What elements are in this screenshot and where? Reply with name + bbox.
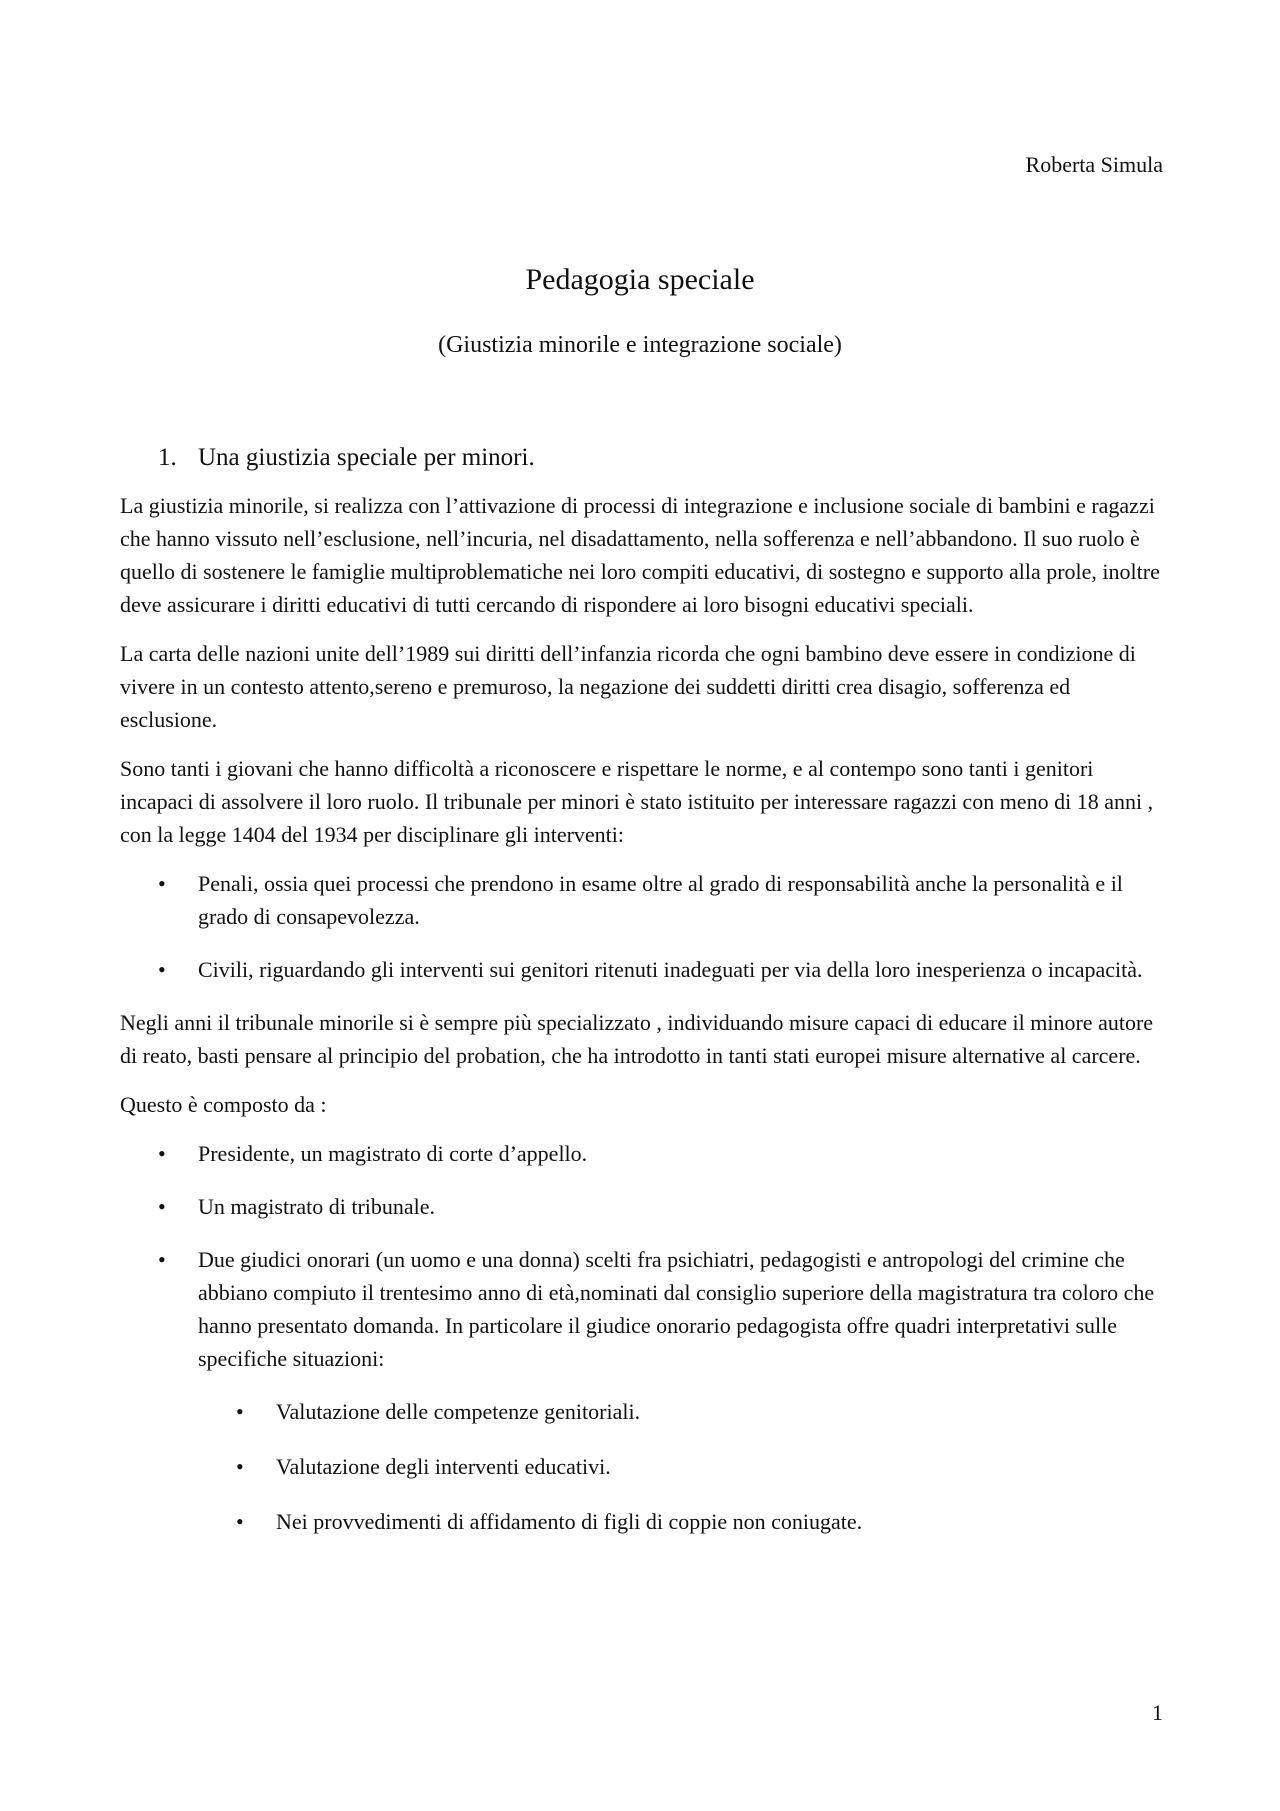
interventions-list — [120, 867, 1165, 986]
list-item-text: Civili, riguardando gli interventi sui genitori ritenuti inadeguati per via della loro inesperienza o incapacità. — [198, 957, 1143, 982]
section-title: Una giustizia speciale per minori. — [198, 444, 535, 471]
list-item — [120, 867, 1165, 933]
bullet-icon: • — [158, 957, 166, 982]
document-body — [120, 440, 1165, 1560]
composition-list — [120, 1137, 1165, 1375]
bullet-icon: • — [158, 1141, 166, 1166]
paragraph: La giustizia minorile, si realizza con l’attivazione di processi di integrazione e inclusione sociale di bambini e ragazzi che hanno vissuto nell’esclusione, nell’incuria, nel disadattamento, nella sofferenza e nell’abbandono. Il suo ruolo è quello di sostenere le famiglie multiproblematiche nei loro compiti educativi, di sostegno e supporto alla prole, inoltre deve assicurare i diritti educativi di tutti cercando di rispondere ai loro bisogni educativi speciali. — [120, 493, 1160, 617]
paragraph: Questo è composto da : — [120, 1092, 327, 1117]
paragraph: La carta delle nazioni unite dell’1989 sui diritti dell’infanzia ricorda che ogni bambino deve essere in condizione di vivere in un contesto attento,sereno e premuroso, la negazione dei suddetti diritti crea disagio, sofferenza ed esclusione. — [120, 641, 1136, 732]
paragraph: Negli anni il tribunale minorile si è sempre più specializzato , individuando misure capaci di educare il minore autore di reato, basti pensare al principio del probation, che ha introdotto in tanti stati europei misure alternative al carcere. — [120, 1010, 1154, 1068]
list-item — [120, 1505, 1165, 1538]
list-item-text: Valutazione degli interventi educativi. — [276, 1454, 611, 1479]
bullet-icon: • — [158, 1247, 166, 1272]
list-item — [120, 1395, 1165, 1428]
list-item-text: Penali, ossia quei processi che prendono in esame oltre al grado di responsabilità anche la personalità e il grado di consapevolezza. — [198, 871, 1123, 929]
pedagogist-tasks-list — [120, 1395, 1165, 1538]
list-item-text: Due giudici onorari (un uomo e una donna) scelti fra psichiatri, pedagogisti e antropologi del crimine che abbiano compiuto il trentesimo anno di età,nominati dal consiglio superiore della magistratura tra coloro che hanno presentato domanda. In particolare il giudice onorario pedagogista offre quadri interpretativi sulle specifiche situazioni: — [198, 1247, 1155, 1371]
list-item-text: Valutazione delle competenze genitoriali. — [276, 1399, 641, 1424]
bullet-icon: • — [158, 1194, 166, 1219]
list-item — [120, 1243, 1165, 1375]
list-item-text: Un magistrato di tribunale. — [198, 1194, 436, 1219]
paragraph: Sono tanti i giovani che hanno difficoltà a riconoscere e rispettare le norme, e al contempo sono tanti i genitori incapaci di assolvere il loro ruolo. Il tribunale per minori è stato istituito per interessare ragazzi con meno di 18 anni , con la legge 1404 del 1934 per disciplinare gli interventi: — [120, 756, 1154, 847]
document-subtitle: (Giustizia minorile e integrazione sociale) — [438, 332, 842, 358]
list-item — [120, 1450, 1165, 1483]
section-number: 1. — [158, 444, 177, 471]
list-item — [120, 953, 1165, 986]
bullet-icon: • — [236, 1509, 244, 1534]
page-number: 1 — [1152, 1700, 1163, 1725]
document-title: Pedagogia speciale — [525, 263, 755, 296]
bullet-icon: • — [236, 1454, 244, 1479]
list-item-text: Nei provvedimenti di affidamento di figli di coppie non coniugate. — [276, 1509, 863, 1534]
list-item — [120, 1137, 1165, 1170]
author-name: Roberta Simula — [1025, 152, 1163, 177]
bullet-icon: • — [236, 1399, 244, 1424]
bullet-icon: • — [158, 871, 166, 896]
section-heading — [120, 440, 1165, 476]
list-item-text: Presidente, un magistrato di corte d’appello. — [198, 1141, 588, 1166]
list-item — [120, 1190, 1165, 1223]
